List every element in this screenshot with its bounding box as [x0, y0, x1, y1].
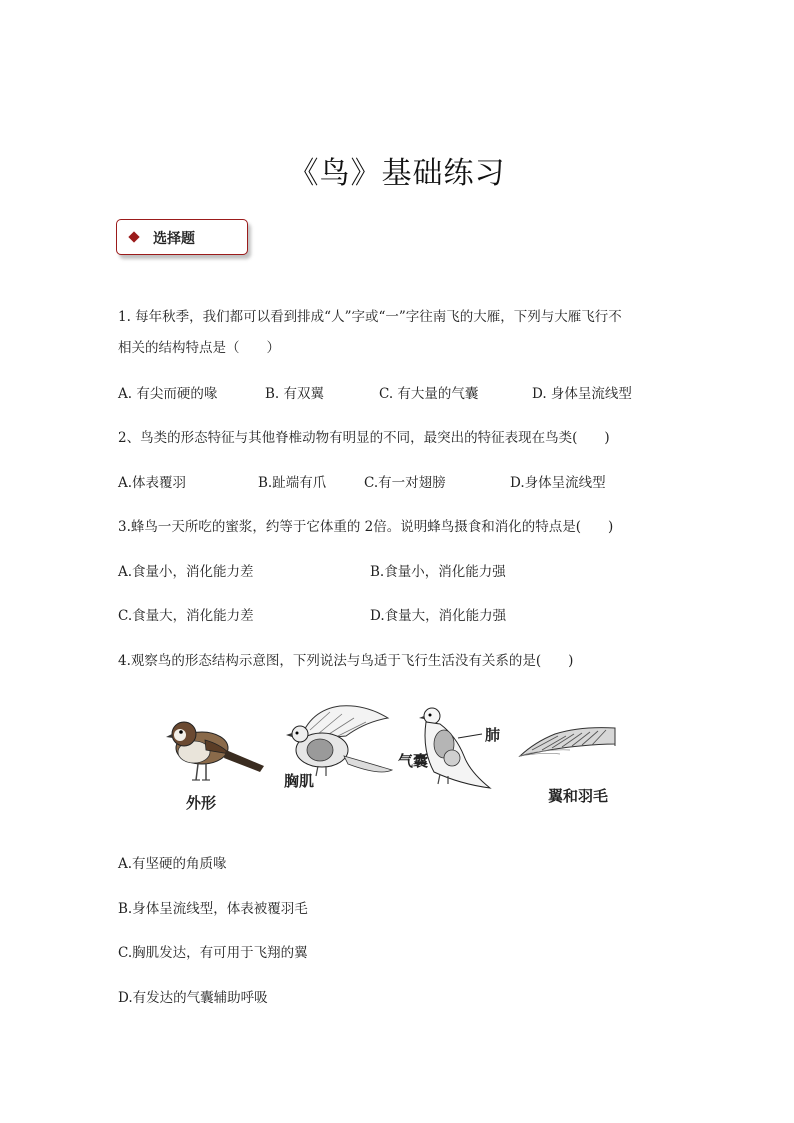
q2-option-d: D.身体呈流线型 — [510, 475, 606, 491]
q2-stem: 2、鸟类的形态特征与其他脊椎动物有明显的不同，最突出的特征表现在鸟类( ) — [118, 430, 610, 446]
q4-option-d: D.有发达的气囊辅助呼吸 — [118, 990, 268, 1006]
q1-option-a: A. 有尖而硬的喙 — [118, 386, 218, 402]
q3-stem: 3.蜂鸟一天所吃的蜜浆，约等于它体重的 2倍。说明蜂鸟摄食和消化的特点是( ) — [118, 519, 614, 535]
figure-label-airsac: 气囊 — [398, 752, 429, 770]
pigeon-airsac-illustration — [419, 708, 490, 788]
q2-option-c: C.有一对翅膀 — [364, 475, 446, 491]
q1-option-b: B. 有双翼 — [265, 386, 325, 402]
figure-label-muscle: 胸肌 — [284, 772, 315, 790]
pigeon-muscle-illustration — [286, 706, 392, 776]
q1-option-c: C. 有大量的气囊 — [379, 386, 479, 402]
q2-option-a: A.体表覆羽 — [118, 475, 187, 491]
figure-label-lung: 肺 — [485, 726, 501, 744]
page-title: 《鸟》基础练习 — [288, 156, 506, 191]
q3-option-c: C.食量大，消化能力差 — [118, 608, 254, 624]
q3-option-b: B.食量小，消化能力强 — [370, 564, 506, 580]
q1-option-d: D. 身体呈流线型 — [532, 386, 632, 402]
wing-feathers-illustration — [520, 728, 615, 756]
q1-stem-line1: 1. 每年秋季，我们都可以看到排成“人”字或“一”字往南飞的大雁，下列与大雁飞行不 — [118, 309, 622, 325]
figure-label-shape: 外形 — [186, 794, 217, 812]
q4-option-a: A.有坚硬的角质喙 — [118, 856, 227, 872]
section-label: 选择题 — [153, 231, 195, 247]
q3-option-a: A.食量小，消化能力差 — [118, 564, 254, 580]
q4-option-b: B.身体呈流线型，体表被覆羽毛 — [118, 901, 308, 917]
diamond-icon — [128, 231, 139, 242]
q4-stem: 4.观察鸟的形态结构示意图，下列说法与鸟适于飞行生活没有关系的是( ) — [118, 653, 574, 669]
bird-structure-figure — [160, 700, 630, 820]
q4-option-c: C.胸肌发达，有可用于飞翔的翼 — [118, 945, 308, 961]
q2-option-b: B.趾端有爪 — [258, 475, 327, 491]
sparrow-illustration — [166, 722, 264, 780]
figure-label-wing: 翼和羽毛 — [548, 787, 609, 805]
q1-stem-line2: 相关的结构特点是（ ） — [118, 340, 280, 356]
section-tag — [116, 219, 248, 255]
q3-option-d: D.食量大，消化能力强 — [370, 608, 507, 624]
